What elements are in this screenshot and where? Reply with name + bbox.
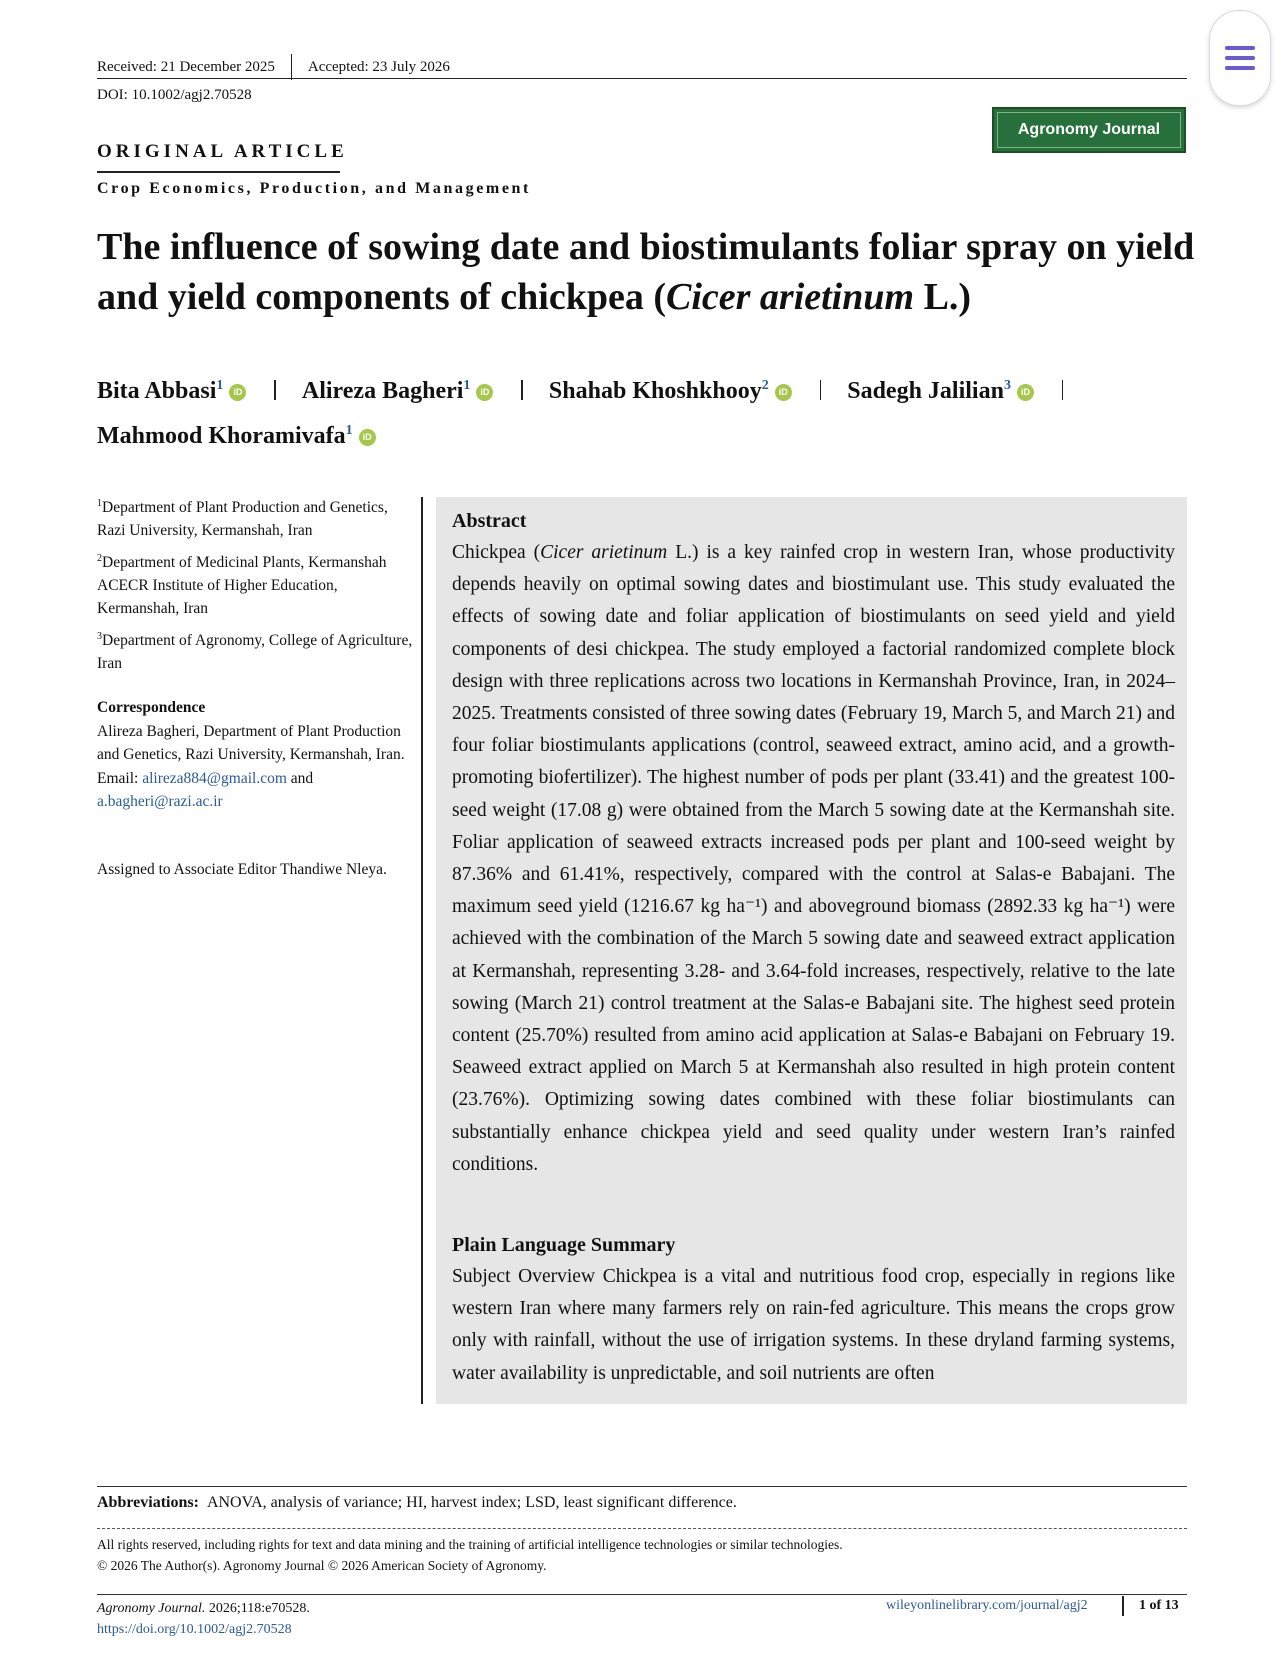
received-date: Received: 21 December 2025 bbox=[97, 58, 275, 75]
bottom-rule bbox=[97, 1594, 1187, 1595]
email-link[interactable]: alireza884@gmail.com bbox=[142, 769, 287, 787]
plain-summary-text: Subject Overview Chickpea is a vital and nutritious food crop, especially in regions like western Iran where many farmers rely on rain-fed agriculture. This means the crops grow only with rainfall, without the use of irrigation systems. In these dryland farming systems, water availability is unpredictable, and soil nutrients are often bbox=[452, 1266, 1175, 1384]
author-separator bbox=[274, 380, 276, 400]
author-list bbox=[97, 366, 1197, 456]
affiliation: $^1$Department of Plant Production and Genetics, Razi University, Kermanshah, Iran bbox=[97, 498, 388, 540]
orcid-icon[interactable]: iD bbox=[1017, 384, 1034, 401]
correspondence bbox=[97, 696, 417, 814]
page-number: 1 of 13 bbox=[1139, 1598, 1179, 1613]
dashed-rule bbox=[97, 1528, 1187, 1529]
author-separator bbox=[1062, 380, 1064, 400]
email-link[interactable]: a.bagheri@razi.ac.ir bbox=[97, 793, 223, 810]
rights-notice: All rights reserved, including rights for text and data mining and the training of artificial intelligence technologies or similar technologies. © 2026 The Author(s). Agronomy Journal © 2026 American Society of Agronomy. bbox=[97, 1537, 843, 1573]
article-type: ORIGINAL ARTICLE bbox=[97, 141, 348, 162]
correspondence-heading: Correspondence bbox=[97, 699, 206, 716]
doi: DOI: 10.1002/agj2.70528 bbox=[97, 87, 252, 103]
author-separator bbox=[820, 380, 822, 400]
author[interactable]: Bita Abbasi$^1$ iD bbox=[97, 378, 246, 404]
assigned-editor: Assigned to Associate Editor Thandiwe Nleya. bbox=[97, 861, 387, 878]
orcid-icon[interactable]: iD bbox=[359, 429, 376, 446]
doi-link[interactable]: https://doi.org/10.1002/agj2.70528 bbox=[97, 1622, 292, 1637]
article-type-rule bbox=[97, 171, 340, 173]
affiliations bbox=[97, 492, 417, 680]
author[interactable]: Sadegh Jalilian$^3$ iD bbox=[847, 378, 1034, 404]
accepted-date: Accepted: 23 July 2026 bbox=[307, 58, 450, 75]
abstract-text: Chickpea (Cicer arietinum L.) is a key rainfed crop in western Iran, whose productivity depends heavily on optimal sowing dates and biostimulant use. This study evaluated the effects of sowing date and foliar application of biostimulants on seed yield and yield components of desi chickpea. The study employed a factorial randomized complete block design with three replications across two locations in Kermanshah Province, Iran, in 2024–2025. Treatments consisted of three sowing dates (February 19, March 5, and March 21) and four foliar biostimulants applications (control, seaweed extract, amino acid, and a growth-promoting biofertilizer). The highest number of pods per plant (33.41) and the greatest 100-seed weight (17.08 g) were obtained from the March 5 sowing date at the Kermanshah site. Foliar application of seaweed extracts increased pods per plant and 100-seed weight by 87.36% and 61.41%, respectively, compared with the control at Salas-e Babajani. The maximum seed yield (1216.67 kg ha⁻¹) and aboveground biomass (2892.33 kg ha⁻¹) were achieved with the combination of the March 5 sowing date and seaweed extract application at Kermanshah, representing 3.28- and 3.64-fold increases, respectively, relative to the late sowing (March 21) control treatment at the Salas-e Babajani site. The highest seed protein content (25.70%) resulted from amino acid application at Salas-e Babajani on February 19. Seaweed extract applied on March 5 at Kermanshah also resulted in high protein content (23.76%). Optimizing sowing dates combined with these foliar biostimulants can substantially enhance chickpea yield and seed quality under western Iran’s rainfed conditions. bbox=[452, 542, 1176, 1175]
page-separator bbox=[1122, 1596, 1124, 1616]
orcid-icon[interactable]: iD bbox=[775, 384, 792, 401]
column-divider bbox=[421, 497, 423, 1404]
footer-rule bbox=[97, 1486, 1187, 1487]
abstract-heading: Abstract bbox=[452, 510, 527, 532]
plain-summary-heading: Plain Language Summary bbox=[452, 1234, 676, 1257]
date-separator bbox=[291, 54, 292, 80]
abstract-box bbox=[436, 497, 1187, 1404]
journal-site-link[interactable]: wileyonlinelibrary.com/journal/agj2 bbox=[886, 1598, 1088, 1613]
hamburger-menu-icon bbox=[1225, 40, 1255, 76]
page-title: The influence of sowing date and biostimulants foliar spray on yield and yield components of chickpea (Cicer arietinum L.) bbox=[97, 226, 1195, 318]
journal-badge-label: Agronomy Journal bbox=[997, 112, 1181, 148]
correspondence-text: Alireza Bagheri, Department of Plant Production and Genetics, Razi University, Kermanshah, Iran. Email: alireza884@gmail.com and a.bagheri@razi.ac.ir bbox=[97, 722, 405, 810]
article-dates bbox=[97, 54, 450, 80]
citation: Agronomy Journal. 2026;118:e70528. https://doi.org/10.1002/agj2.70528 bbox=[97, 1601, 310, 1637]
author[interactable]: Shahab Khoshkhooy$^2$ iD bbox=[549, 378, 792, 404]
author[interactable]: Mahmood Khoramivafa$^1$ iD bbox=[97, 423, 376, 449]
header-rule bbox=[97, 78, 1187, 79]
abbreviations: Abbreviations: ANOVA, analysis of variance; HI, harvest index; LSD, least significant difference. bbox=[97, 1494, 737, 1511]
affiliation: $^2$Department of Medicinal Plants, Kermanshah ACECR Institute of Higher Education, Kermanshah, Iran bbox=[97, 553, 387, 618]
author-separator bbox=[521, 380, 523, 400]
journal-badge[interactable] bbox=[992, 107, 1186, 153]
menu-button[interactable] bbox=[1209, 10, 1271, 106]
author[interactable]: Alireza Bagheri$^1$ iD bbox=[302, 378, 494, 404]
orcid-icon[interactable]: iD bbox=[229, 384, 246, 401]
affiliation: $^3$Department of Agronomy, College of Agriculture, Iran bbox=[97, 631, 413, 673]
section-name: Crop Economics, Production, and Management bbox=[97, 180, 531, 197]
orcid-icon[interactable]: iD bbox=[476, 384, 493, 401]
